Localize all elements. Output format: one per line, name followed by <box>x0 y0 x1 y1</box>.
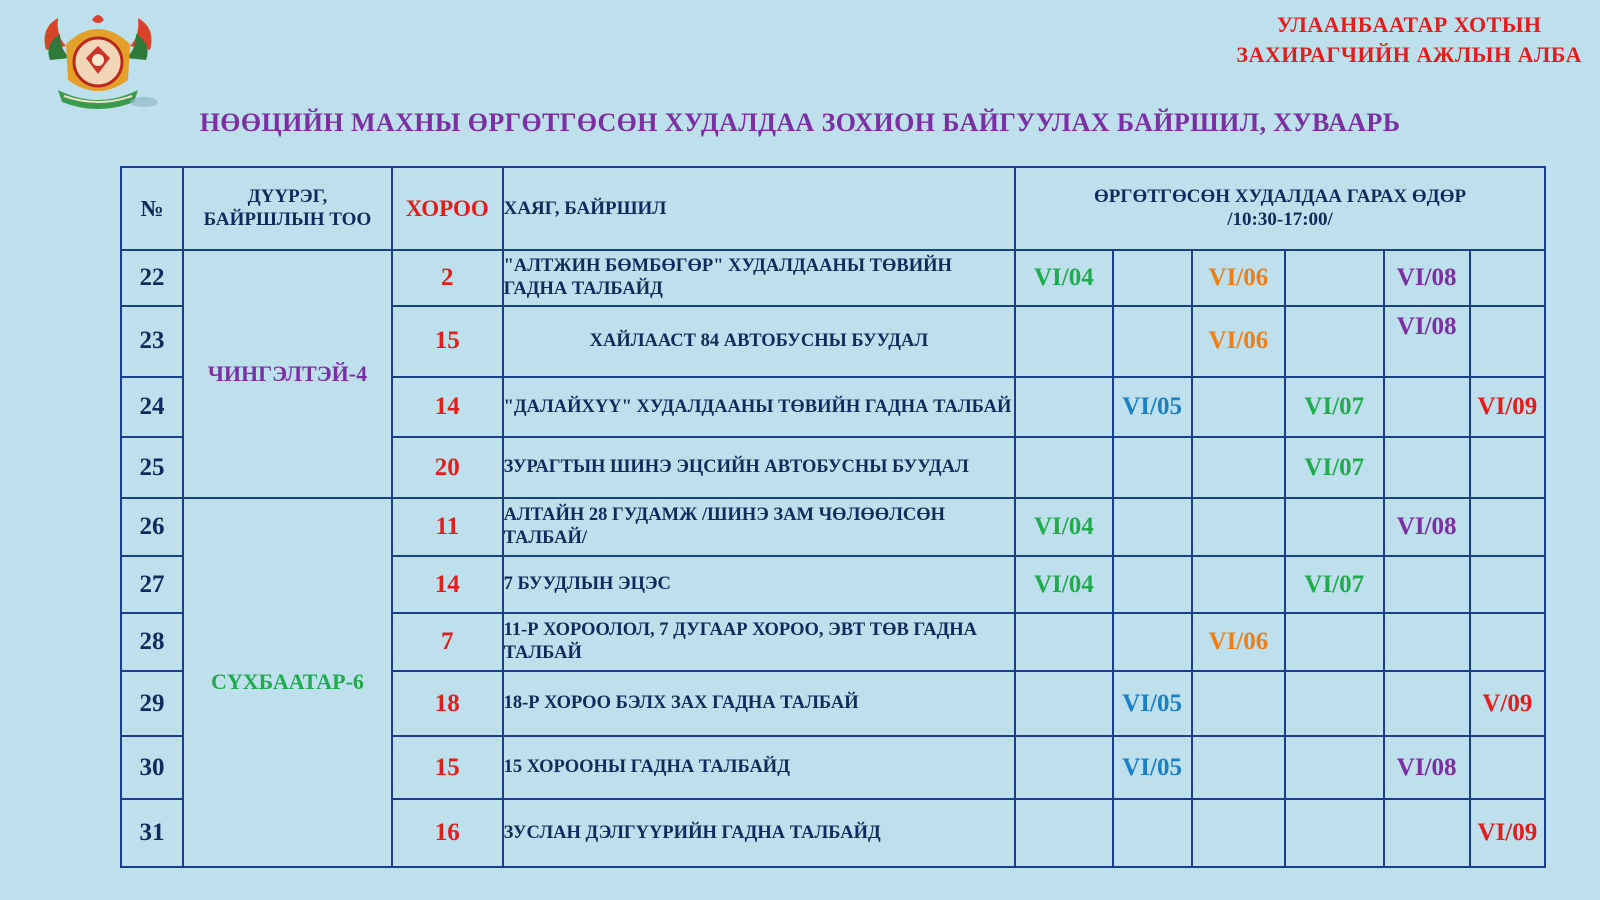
address-cell: АЛТАЙН 28 ГУДАМЖ /ШИНЭ ЗАМ ЧӨЛӨӨЛСӨН ТАЛБАЙ/ <box>503 498 1016 557</box>
date-cell: VI/04 <box>1015 556 1112 612</box>
address-cell: ЗУСЛАН ДЭЛГҮҮРИЙН ГАДНА ТАЛБАЙД <box>503 799 1016 867</box>
address-cell: ХАЙЛААСТ 84 АВТОБУСНЫ БУУДАЛ <box>503 306 1016 377</box>
district-sukhbaatar: СҮХБААТАР-6 <box>183 498 392 867</box>
date-cell: VI/05 <box>1113 377 1192 438</box>
row-number: 29 <box>121 671 183 736</box>
date-cell <box>1470 498 1545 557</box>
date-cell: VI/08 <box>1384 250 1470 306</box>
header-khoroo: ХОРОО <box>392 167 503 250</box>
header-district-line1: ДҮҮРЭГ, <box>247 186 328 208</box>
date-cell <box>1384 613 1470 672</box>
page-title: НӨӨЦИЙН МАХНЫ ӨРГӨТГӨСӨН ХУДАЛДАА ЗОХИОН БАЙГУУЛАХ БАЙРШИЛ, ХУВААРЬ <box>199 108 1401 137</box>
table-row <box>121 250 1545 306</box>
date-cell <box>1384 556 1470 612</box>
khoroo-number: 7 <box>392 613 503 672</box>
row-number: 28 <box>121 613 183 672</box>
date-cell <box>1015 736 1112 800</box>
date-cell <box>1113 306 1192 377</box>
khoroo-number: 14 <box>392 556 503 612</box>
address-cell: 18-Р ХОРОО БЭЛХ ЗАХ ГАДНА ТАЛБАЙ <box>503 671 1016 736</box>
date-cell <box>1192 437 1285 498</box>
date-cell <box>1470 437 1545 498</box>
khoroo-number: 2 <box>392 250 503 306</box>
date-cell: VI/08 <box>1384 306 1470 377</box>
date-cell <box>1015 613 1112 672</box>
address-cell: ЗУРАГТЫН ШИНЭ ЭЦСИЙН АВТОБУСНЫ БУУДАЛ <box>503 437 1016 498</box>
date-cell <box>1384 377 1470 438</box>
address-cell: 7 БУУДЛЫН ЭЦЭС <box>503 556 1016 612</box>
mongolian-emblem-icon <box>36 10 160 114</box>
row-number: 22 <box>121 250 183 306</box>
date-cell <box>1015 437 1112 498</box>
header-number: № <box>121 167 183 250</box>
date-cell <box>1470 306 1545 377</box>
date-cell: VI/04 <box>1015 250 1112 306</box>
address-cell: "ДАЛАЙХҮҮ" ХУДАЛДААНЫ ТӨВИЙН ГАДНА ТАЛБАЙ <box>503 377 1016 438</box>
date-cell: V/09 <box>1470 671 1545 736</box>
address-cell: 15 ХОРООНЫ ГАДНА ТАЛБАЙД <box>503 736 1016 800</box>
header-schedule-line1: ӨРГӨТГӨСӨН ХУДАЛДАА ГАРАХ ӨДӨР <box>1094 186 1467 208</box>
date-cell <box>1384 437 1470 498</box>
office-name <box>1236 10 1582 70</box>
date-cell: VI/08 <box>1384 498 1470 557</box>
office-name-line1: УЛААНБААТАР ХОТЫН <box>1276 12 1542 37</box>
date-cell <box>1192 736 1285 800</box>
date-cell <box>1113 556 1192 612</box>
date-cell: VI/07 <box>1285 377 1383 438</box>
khoroo-number: 14 <box>392 377 503 438</box>
row-number: 23 <box>121 306 183 377</box>
date-cell <box>1285 250 1383 306</box>
date-cell <box>1470 613 1545 672</box>
row-number: 30 <box>121 736 183 800</box>
khoroo-number: 16 <box>392 799 503 867</box>
date-cell <box>1285 671 1383 736</box>
date-cell: VI/06 <box>1192 613 1285 672</box>
date-cell <box>1113 799 1192 867</box>
header-schedule <box>1015 167 1545 250</box>
date-cell <box>1113 613 1192 672</box>
address-cell: 11-Р ХОРООЛОЛ, 7 ДУГААР ХОРОО, ЭВТ ТӨВ ГАДНА ТАЛБАЙ <box>503 613 1016 672</box>
header-address: ХАЯГ, БАЙРШИЛ <box>503 167 1016 250</box>
date-cell <box>1384 671 1470 736</box>
date-cell: VI/07 <box>1285 437 1383 498</box>
date-cell <box>1192 498 1285 557</box>
khoroo-number: 18 <box>392 671 503 736</box>
header-district <box>183 167 392 250</box>
date-cell <box>1015 799 1112 867</box>
date-cell: VI/08 <box>1384 736 1470 800</box>
khoroo-number: 15 <box>392 306 503 377</box>
row-number: 25 <box>121 437 183 498</box>
date-cell: VI/07 <box>1285 556 1383 612</box>
date-cell: VI/05 <box>1113 671 1192 736</box>
date-cell: VI/09 <box>1470 799 1545 867</box>
date-cell <box>1384 799 1470 867</box>
address-cell: "АЛТЖИН БӨМБӨГӨР" ХУДАЛДААНЫ ТӨВИЙН ГАДНА ТАЛБАЙД <box>503 250 1016 306</box>
district-chingeltei: ЧИНГЭЛТЭЙ-4 <box>183 250 392 498</box>
khoroo-number: 20 <box>392 437 503 498</box>
date-cell <box>1113 498 1192 557</box>
table-header-row <box>121 167 1545 250</box>
khoroo-number: 11 <box>392 498 503 557</box>
row-number: 26 <box>121 498 183 557</box>
date-cell <box>1015 671 1112 736</box>
date-cell <box>1113 250 1192 306</box>
date-cell <box>1113 437 1192 498</box>
row-number: 27 <box>121 556 183 612</box>
date-cell: VI/05 <box>1113 736 1192 800</box>
header-schedule-hours: /10:30-17:00/ <box>1227 209 1333 231</box>
date-cell <box>1192 377 1285 438</box>
date-cell: VI/09 <box>1470 377 1545 438</box>
date-cell: VI/06 <box>1192 306 1285 377</box>
header-district-line2: БАЙРШЛЫН ТОО <box>203 209 372 231</box>
date-cell <box>1015 306 1112 377</box>
row-number: 31 <box>121 799 183 867</box>
schedule-table <box>120 166 1546 868</box>
date-cell <box>1470 250 1545 306</box>
date-cell <box>1015 377 1112 438</box>
date-cell <box>1285 613 1383 672</box>
table-row <box>121 498 1545 557</box>
date-cell <box>1285 498 1383 557</box>
date-cell <box>1192 799 1285 867</box>
date-cell <box>1470 556 1545 612</box>
date-cell <box>1470 736 1545 800</box>
office-name-line2: ЗАХИРАГЧИЙН АЖЛЫН АЛБА <box>1236 42 1582 67</box>
date-cell: VI/04 <box>1015 498 1112 557</box>
date-cell <box>1192 556 1285 612</box>
date-cell <box>1285 799 1383 867</box>
date-cell <box>1285 306 1383 377</box>
khoroo-number: 15 <box>392 736 503 800</box>
row-number: 24 <box>121 377 183 438</box>
date-cell <box>1285 736 1383 800</box>
date-cell: VI/06 <box>1192 250 1285 306</box>
date-cell <box>1192 671 1285 736</box>
